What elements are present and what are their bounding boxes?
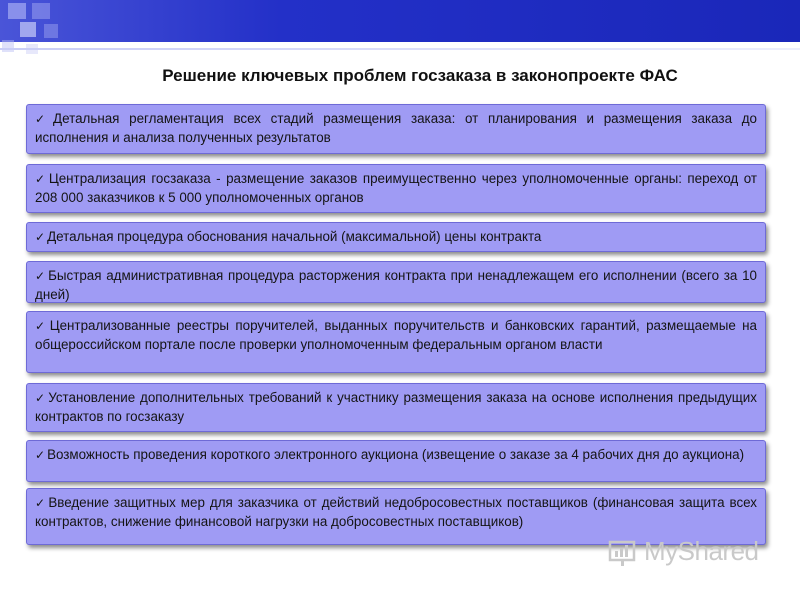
list-item-text: Централизация госзаказа - размещение заказов преимущественно через уполномоченные органы: переход от 208 000 заказчиков к 5 000 уполномоченных органов: [35, 171, 757, 205]
check-icon: ✓: [35, 269, 47, 283]
check-icon: ✓: [35, 172, 47, 186]
watermark: [608, 536, 778, 570]
list-item-text: Установление дополнительных требований к участнику размещения заказа на основе исполнения предыдущих контрактов по госзаказу: [35, 390, 757, 424]
list-item-text: Централизованные реестры поручителей, выданных поручительств и банковских гарантий, размещаемые на общероссийском портале после проверки уполномоченным федеральным органом власти: [35, 318, 757, 352]
slide-title: Решение ключевых проблем госзаказа в законопроекте ФАС: [162, 66, 678, 85]
list-item: [26, 261, 766, 303]
check-icon: ✓: [35, 496, 47, 510]
check-icon: ✓: [35, 319, 48, 333]
list-item: [26, 311, 766, 373]
list-item: [26, 222, 766, 252]
chart-logo-icon: [608, 538, 638, 568]
check-icon: ✓: [35, 448, 46, 462]
list-item: [26, 383, 766, 432]
check-icon: ✓: [35, 391, 47, 405]
list-item: [26, 164, 766, 213]
list-item-text: Детальная регламентация всех стадий размещения заказа: от планирования и размещения заказа до исполнения и анализа полученных результатов: [35, 111, 757, 145]
list-item: [26, 440, 766, 482]
check-icon: ✓: [35, 112, 52, 126]
list-item-text: Возможность проведения короткого электронного аукциона (извещение о заказе за 4 рабочих дня до аукциона): [47, 447, 745, 462]
list-item-text: Быстрая административная процедура расторжения контракта при ненадлежащем его исполнении (всего за 10 дней): [35, 268, 757, 302]
header-divider: [0, 48, 800, 50]
list-item: [26, 104, 766, 154]
watermark-text: MyShared: [644, 536, 759, 566]
list-item-text: Введение защитных мер для заказчика от действий недобросовестных поставщиков (финансовая защита всех контрактов, снижение финансовой нагрузки на добросовестных поставщиков): [35, 495, 757, 529]
header-bar: [0, 0, 800, 42]
check-icon: ✓: [35, 230, 46, 244]
list-item-text: Детальная процедура обоснования начальной (максимальной) цены контракта: [47, 229, 542, 244]
